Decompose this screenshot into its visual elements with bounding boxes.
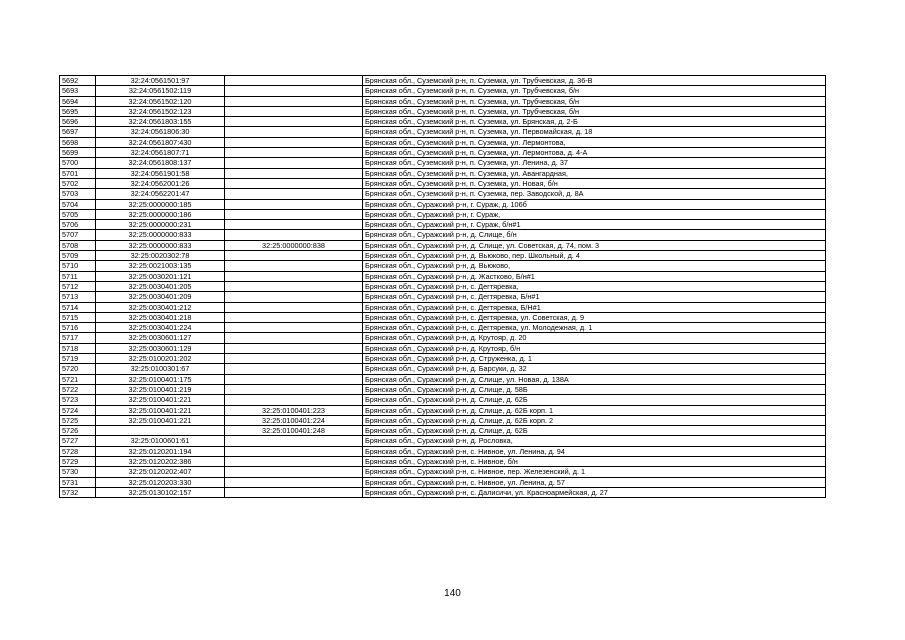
address-cell: Брянская обл., Суражский р-н, д. Жастково, Б/н#1 bbox=[363, 271, 826, 281]
address-cell: Брянская обл., Суземский р-н, п. Суземка, ул. Авангардная, bbox=[363, 168, 826, 178]
cadastral-number-cell: 32:25:0030401:209 bbox=[96, 292, 225, 302]
table-row bbox=[60, 364, 826, 374]
row-number-cell: 5697 bbox=[60, 127, 96, 137]
linked-cadastral-number-cell bbox=[225, 220, 363, 230]
cadastral-number-cell: 32:25:0030201:121 bbox=[96, 271, 225, 281]
property-registry-table bbox=[59, 75, 826, 498]
cadastral-number-cell: 32:25:0000000:186 bbox=[96, 209, 225, 219]
row-number-cell: 5725 bbox=[60, 415, 96, 425]
table-row bbox=[60, 158, 826, 168]
table-row bbox=[60, 209, 826, 219]
linked-cadastral-number-cell: 32:25:0100401:223 bbox=[225, 405, 363, 415]
cadastral-number-cell: 32:25:0120201:194 bbox=[96, 446, 225, 456]
row-number-cell: 5717 bbox=[60, 333, 96, 343]
cadastral-number-cell: 32:25:0000000:231 bbox=[96, 220, 225, 230]
table-row bbox=[60, 467, 826, 477]
table-row bbox=[60, 96, 826, 106]
cadastral-number-cell: 32:25:0100401:219 bbox=[96, 384, 225, 394]
cadastral-number-cell: 32:24:0561901:58 bbox=[96, 168, 225, 178]
row-number-cell: 5730 bbox=[60, 467, 96, 477]
cadastral-number-cell: 32:25:0000000:833 bbox=[96, 230, 225, 240]
table-row bbox=[60, 343, 826, 353]
table-row bbox=[60, 487, 826, 497]
table-row bbox=[60, 137, 826, 147]
linked-cadastral-number-cell bbox=[225, 137, 363, 147]
row-number-cell: 5721 bbox=[60, 374, 96, 384]
cadastral-number-cell: 32:25:0030401:224 bbox=[96, 323, 225, 333]
table-row bbox=[60, 426, 826, 436]
cadastral-number-cell: 32:24:0561502:123 bbox=[96, 106, 225, 116]
registry-table-body bbox=[60, 76, 826, 498]
linked-cadastral-number-cell bbox=[225, 158, 363, 168]
linked-cadastral-number-cell bbox=[225, 333, 363, 343]
table-row bbox=[60, 148, 826, 158]
cadastral-number-cell: 32:25:0120202:407 bbox=[96, 467, 225, 477]
row-number-cell: 5701 bbox=[60, 168, 96, 178]
table-row bbox=[60, 374, 826, 384]
address-cell: Брянская обл., Суражский р-н, д. Слище, д. 62Б bbox=[363, 426, 826, 436]
address-cell: Брянская обл., Суражский р-н, г. Сураж, б/н#1 bbox=[363, 220, 826, 230]
table-row bbox=[60, 76, 826, 86]
cadastral-number-cell: 32:25:0021003:135 bbox=[96, 261, 225, 271]
row-number-cell: 5707 bbox=[60, 230, 96, 240]
cadastral-number-cell: 32:25:0000000:185 bbox=[96, 199, 225, 209]
linked-cadastral-number-cell bbox=[225, 436, 363, 446]
cadastral-number-cell: 32:25:0000000:833 bbox=[96, 240, 225, 250]
linked-cadastral-number-cell bbox=[225, 178, 363, 188]
address-cell: Брянская обл., Суражский р-н, д. Слище, д. 62Б корп. 1 bbox=[363, 405, 826, 415]
row-number-cell: 5729 bbox=[60, 456, 96, 466]
row-number-cell: 5695 bbox=[60, 106, 96, 116]
row-number-cell: 5708 bbox=[60, 240, 96, 250]
linked-cadastral-number-cell bbox=[225, 323, 363, 333]
cadastral-number-cell: 32:25:0030401:218 bbox=[96, 312, 225, 322]
address-cell: Брянская обл., Суражский р-н, д. Слище, д. 62Б корп. 2 bbox=[363, 415, 826, 425]
row-number-cell: 5714 bbox=[60, 302, 96, 312]
table-row bbox=[60, 415, 826, 425]
linked-cadastral-number-cell bbox=[225, 127, 363, 137]
address-cell: Брянская обл., Суражский р-н, с. Нивное, ул. Ленина, д. 94 bbox=[363, 446, 826, 456]
address-cell: Брянская обл., Суражский р-н, д. Рословка, bbox=[363, 436, 826, 446]
linked-cadastral-number-cell bbox=[225, 96, 363, 106]
row-number-cell: 5712 bbox=[60, 281, 96, 291]
address-cell: Брянская обл., Суражский р-н, г. Сураж, bbox=[363, 209, 826, 219]
address-cell: Брянская обл., Суземский р-н, п. Суземка, ул. Лермонтова, bbox=[363, 137, 826, 147]
row-number-cell: 5710 bbox=[60, 261, 96, 271]
linked-cadastral-number-cell bbox=[225, 148, 363, 158]
row-number-cell: 5706 bbox=[60, 220, 96, 230]
table-row bbox=[60, 436, 826, 446]
row-number-cell: 5726 bbox=[60, 426, 96, 436]
row-number-cell: 5692 bbox=[60, 76, 96, 86]
row-number-cell: 5722 bbox=[60, 384, 96, 394]
table-row bbox=[60, 86, 826, 96]
row-number-cell: 5699 bbox=[60, 148, 96, 158]
cadastral-number-cell: 32:25:0100401:221 bbox=[96, 405, 225, 415]
row-number-cell: 5700 bbox=[60, 158, 96, 168]
cadastral-number-cell bbox=[96, 426, 225, 436]
address-cell: Брянская обл., Суражский р-н, д. Слище, д. 62Б bbox=[363, 395, 826, 405]
address-cell: Брянская обл., Суражский р-н, д. Вьюково, bbox=[363, 261, 826, 271]
row-number-cell: 5705 bbox=[60, 209, 96, 219]
table-row bbox=[60, 323, 826, 333]
row-number-cell: 5711 bbox=[60, 271, 96, 281]
address-cell: Брянская обл., Суражский р-н, д. Слище, ул. Новая, д. 138А bbox=[363, 374, 826, 384]
linked-cadastral-number-cell bbox=[225, 261, 363, 271]
row-number-cell: 5718 bbox=[60, 343, 96, 353]
address-cell: Брянская обл., Суражский р-н, д. Струженка, д. 1 bbox=[363, 354, 826, 364]
linked-cadastral-number-cell bbox=[225, 199, 363, 209]
cadastral-number-cell: 32:24:0561808:137 bbox=[96, 158, 225, 168]
address-cell: Брянская обл., Суражский р-н, д. Слище, б/н bbox=[363, 230, 826, 240]
linked-cadastral-number-cell bbox=[225, 312, 363, 322]
linked-cadastral-number-cell bbox=[225, 302, 363, 312]
table-row bbox=[60, 384, 826, 394]
address-cell: Брянская обл., Суражский р-н, с. Дегтяревка, ул. Молодежная, д. 1 bbox=[363, 323, 826, 333]
address-cell: Брянская обл., Суражский р-н, с. Дегтяревка, Б/Н#1 bbox=[363, 302, 826, 312]
row-number-cell: 5720 bbox=[60, 364, 96, 374]
linked-cadastral-number-cell: 32:25:0100401:248 bbox=[225, 426, 363, 436]
row-number-cell: 5724 bbox=[60, 405, 96, 415]
row-number-cell: 5731 bbox=[60, 477, 96, 487]
cadastral-number-cell: 32:24:0561806:30 bbox=[96, 127, 225, 137]
table-row bbox=[60, 281, 826, 291]
cadastral-number-cell: 32:25:0100401:175 bbox=[96, 374, 225, 384]
linked-cadastral-number-cell bbox=[225, 251, 363, 261]
linked-cadastral-number-cell bbox=[225, 487, 363, 497]
linked-cadastral-number-cell bbox=[225, 292, 363, 302]
row-number-cell: 5703 bbox=[60, 189, 96, 199]
linked-cadastral-number-cell bbox=[225, 456, 363, 466]
cadastral-number-cell: 32:24:0562201:47 bbox=[96, 189, 225, 199]
cadastral-number-cell: 32:25:0030401:205 bbox=[96, 281, 225, 291]
cadastral-number-cell: 32:24:0561501:97 bbox=[96, 76, 225, 86]
linked-cadastral-number-cell: 32:25:0100401:224 bbox=[225, 415, 363, 425]
table-row bbox=[60, 168, 826, 178]
table-row bbox=[60, 117, 826, 127]
address-cell: Брянская обл., Суражский р-н, д. Вьюково, пер. Школьный, д. 4 bbox=[363, 251, 826, 261]
table-row bbox=[60, 261, 826, 271]
linked-cadastral-number-cell bbox=[225, 106, 363, 116]
cadastral-number-cell: 32:25:0020302:78 bbox=[96, 251, 225, 261]
cadastral-number-cell: 32:25:0100401:221 bbox=[96, 395, 225, 405]
table-row bbox=[60, 292, 826, 302]
linked-cadastral-number-cell bbox=[225, 271, 363, 281]
table-row bbox=[60, 312, 826, 322]
table-row bbox=[60, 251, 826, 261]
address-cell: Брянская обл., Суражский р-н, д. Слище, д. 58Б bbox=[363, 384, 826, 394]
table-row bbox=[60, 220, 826, 230]
cadastral-number-cell: 32:24:0561807:430 bbox=[96, 137, 225, 147]
linked-cadastral-number-cell bbox=[225, 343, 363, 353]
cadastral-number-cell: 32:25:0100401:221 bbox=[96, 415, 225, 425]
row-number-cell: 5715 bbox=[60, 312, 96, 322]
cadastral-number-cell: 32:25:0120203:330 bbox=[96, 477, 225, 487]
address-cell: Брянская обл., Суражский р-н, с. Дегтяревка, bbox=[363, 281, 826, 291]
table-row bbox=[60, 477, 826, 487]
linked-cadastral-number-cell bbox=[225, 446, 363, 456]
linked-cadastral-number-cell bbox=[225, 374, 363, 384]
cadastral-number-cell: 32:25:0030601:127 bbox=[96, 333, 225, 343]
address-cell: Брянская обл., Суражский р-н, д. Барсуки, д. 32 bbox=[363, 364, 826, 374]
cadastral-number-cell: 32:24:0561502:119 bbox=[96, 86, 225, 96]
table-row bbox=[60, 199, 826, 209]
address-cell: Брянская обл., Суземский р-н, п. Суземка, ул. Трубчевская, б/н bbox=[363, 106, 826, 116]
table-row bbox=[60, 456, 826, 466]
address-cell: Брянская обл., Суземский р-н, п. Суземка, пер. Заводской, д. 8А bbox=[363, 189, 826, 199]
table-row bbox=[60, 271, 826, 281]
linked-cadastral-number-cell bbox=[225, 209, 363, 219]
address-cell: Брянская обл., Суражский р-н, с. Дегтяревка, Б/н#1 bbox=[363, 292, 826, 302]
address-cell: Брянская обл., Суражский р-н, с. Дегтяревка, ул. Советская, д. 9 bbox=[363, 312, 826, 322]
address-cell: Брянская обл., Суражский р-н, с. Нивное, ул. Ленина, д. 57 bbox=[363, 477, 826, 487]
cadastral-number-cell: 32:25:0130102:157 bbox=[96, 487, 225, 497]
row-number-cell: 5719 bbox=[60, 354, 96, 364]
table-row bbox=[60, 302, 826, 312]
linked-cadastral-number-cell bbox=[225, 76, 363, 86]
table-row bbox=[60, 405, 826, 415]
table-row bbox=[60, 354, 826, 364]
linked-cadastral-number-cell bbox=[225, 281, 363, 291]
row-number-cell: 5694 bbox=[60, 96, 96, 106]
address-cell: Брянская обл., Суземский р-н, п. Суземка, ул. Трубчевская, б/н bbox=[363, 96, 826, 106]
table-row bbox=[60, 240, 826, 250]
address-cell: Брянская обл., Суземский р-н, п. Суземка, ул. Трубчевская, д. 36-В bbox=[363, 76, 826, 86]
table-row bbox=[60, 127, 826, 137]
table-row bbox=[60, 178, 826, 188]
table-row bbox=[60, 446, 826, 456]
cadastral-number-cell: 32:25:0100201:202 bbox=[96, 354, 225, 364]
cadastral-number-cell: 32:24:0561502:120 bbox=[96, 96, 225, 106]
linked-cadastral-number-cell bbox=[225, 395, 363, 405]
address-cell: Брянская обл., Суражский р-н, г. Сураж, д. 106б bbox=[363, 199, 826, 209]
address-cell: Брянская обл., Суземский р-н, п. Суземка, ул. Ленина, д. 37 bbox=[363, 158, 826, 168]
linked-cadastral-number-cell bbox=[225, 354, 363, 364]
cadastral-number-cell: 32:25:0030401:212 bbox=[96, 302, 225, 312]
row-number-cell: 5727 bbox=[60, 436, 96, 446]
linked-cadastral-number-cell bbox=[225, 384, 363, 394]
linked-cadastral-number-cell bbox=[225, 477, 363, 487]
linked-cadastral-number-cell bbox=[225, 230, 363, 240]
address-cell: Брянская обл., Суражский р-н, с. Нивное, пер. Железенский, д. 1 bbox=[363, 467, 826, 477]
table-row bbox=[60, 189, 826, 199]
address-cell: Брянская обл., Суземский р-н, п. Суземка, ул. Трубчевская, б/н bbox=[363, 86, 826, 96]
row-number-cell: 5716 bbox=[60, 323, 96, 333]
table-row bbox=[60, 395, 826, 405]
row-number-cell: 5698 bbox=[60, 137, 96, 147]
cadastral-number-cell: 32:24:0562001:26 bbox=[96, 178, 225, 188]
row-number-cell: 5709 bbox=[60, 251, 96, 261]
linked-cadastral-number-cell bbox=[225, 364, 363, 374]
row-number-cell: 5704 bbox=[60, 199, 96, 209]
address-cell: Брянская обл., Суземский р-н, п. Суземка, ул. Лермонтова, д. 4-А bbox=[363, 148, 826, 158]
linked-cadastral-number-cell: 32:25:0000000:838 bbox=[225, 240, 363, 250]
row-number-cell: 5728 bbox=[60, 446, 96, 456]
address-cell: Брянская обл., Суземский р-н, п. Суземка, ул. Первомайская, д. 18 bbox=[363, 127, 826, 137]
linked-cadastral-number-cell bbox=[225, 467, 363, 477]
row-number-cell: 5693 bbox=[60, 86, 96, 96]
table-row bbox=[60, 230, 826, 240]
cadastral-number-cell: 32:24:0561803:155 bbox=[96, 117, 225, 127]
row-number-cell: 5713 bbox=[60, 292, 96, 302]
address-cell: Брянская обл., Суражский р-н, с. Далисичи, ул. Красноармейская, д. 27 bbox=[363, 487, 826, 497]
linked-cadastral-number-cell bbox=[225, 117, 363, 127]
row-number-cell: 5723 bbox=[60, 395, 96, 405]
page-number: 140 bbox=[444, 588, 461, 599]
cadastral-number-cell: 32:25:0100601:61 bbox=[96, 436, 225, 446]
cadastral-number-cell: 32:25:0120202:386 bbox=[96, 456, 225, 466]
address-cell: Брянская обл., Суражский р-н, с. Нивное, б/н bbox=[363, 456, 826, 466]
address-cell: Брянская обл., Суражский р-н, д. Крутояр, д. 20 bbox=[363, 333, 826, 343]
cadastral-number-cell: 32:24:0561807:71 bbox=[96, 148, 225, 158]
address-cell: Брянская обл., Суземский р-н, п. Суземка, ул. Новая, б/н bbox=[363, 178, 826, 188]
row-number-cell: 5696 bbox=[60, 117, 96, 127]
linked-cadastral-number-cell bbox=[225, 168, 363, 178]
cadastral-number-cell: 32:25:0030601:129 bbox=[96, 343, 225, 353]
row-number-cell: 5732 bbox=[60, 487, 96, 497]
linked-cadastral-number-cell bbox=[225, 86, 363, 96]
row-number-cell: 5702 bbox=[60, 178, 96, 188]
address-cell: Брянская обл., Суземский р-н, п. Суземка, ул. Брянская, д. 2-Б bbox=[363, 117, 826, 127]
cadastral-number-cell: 32:25:0100301:67 bbox=[96, 364, 225, 374]
address-cell: Брянская обл., Суражский р-н, д. Крутояр, б/н bbox=[363, 343, 826, 353]
table-row bbox=[60, 333, 826, 343]
address-cell: Брянская обл., Суражский р-н, д. Слище, ул. Советская, д. 74, пом. 3 bbox=[363, 240, 826, 250]
table-row bbox=[60, 106, 826, 116]
linked-cadastral-number-cell bbox=[225, 189, 363, 199]
